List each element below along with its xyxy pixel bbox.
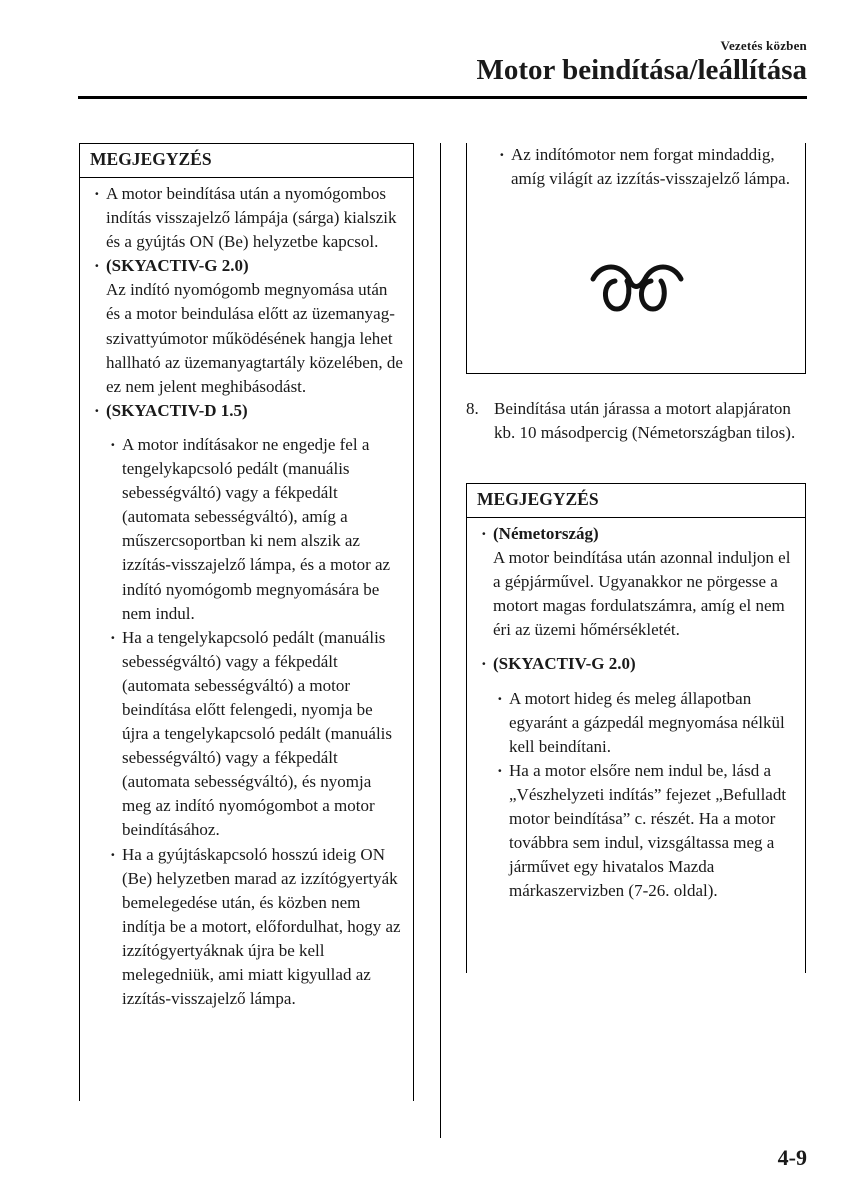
header-rule [78, 96, 807, 99]
left-note-bullet-2-text: Az indító nyomógomb megnyomása után és a motor beindulása előtt az üzemanyag-szivattyúmotor működésének hangja lehet hallható az üzemanyagtartály közelében, de ez nem jelent meghibásodást. [106, 280, 403, 396]
right-note-bullet-1-title: · (Németország) [493, 524, 599, 543]
left-note-body [80, 178, 413, 1011]
step-8-number: 8. [466, 399, 479, 418]
right-note-heading: MEGJEGYZÉS [467, 484, 805, 518]
left-note-sub-3: · Ha a gyújtáskapcsoló hosszú ideig ON (Be) helyzetben marad az izzítógyertyák bemelegedése után, és közben nem indítja be a motort, előfordulhat, hogy az izzítógyertyáknak újra be kell melegedniük, ami miatt kigyullad az izzítás-visszajelző lámpa. [110, 843, 403, 1012]
right-note-bullet-1-text: A motor beindítása után azonnal induljon el a gépjárművel. Ugyanakkor ne pörgesse a motort magas fordulatszámra, amíg el nem éri az üzemi hőmérsékletét. [493, 548, 791, 640]
left-note-bullet-2 [94, 254, 403, 399]
glow-plug-indicator-icon [587, 259, 687, 319]
page-title: Motor beindítása/leállítása [476, 54, 807, 86]
left-note-sub-1: · A motor indításakor ne engedje fel a tengelykapcsoló pedált (manuális sebességváltó) vagy a fékpedált (automata sebességváltó), amíg a műszercsoportban ki nem alszik az izzítás-visszajelző lámpa, és a motor az indító nyomógomb megnyomására be nem indul. [110, 433, 403, 626]
right-note-sub-2: · Ha a motor elsőre nem indul be, lásd a „Vészhelyzeti indítás” fejezet „Befulladt motor beindítása” c. részét. Ha a motor továbbra sem indul, vizsgáltassa meg a járművet egy hivatalos Mazda márkaszervizben (7-26. oldal). [497, 759, 795, 904]
right-top-bullet: · Az indítómotor nem forgat mindaddig, amíg világít az izzítás-visszajelző lámpa. [499, 143, 805, 191]
right-top-box [466, 143, 806, 374]
left-note-bullet-1: · A motor beindítása után a nyomógombos indítás visszajelző lámpája (sárga) kialszik és a gyújtás ON (Be) helyzetbe kapcsol. [94, 182, 403, 254]
right-note-sub-1: · A motort hideg és meleg állapotban egyaránt a gázpedál megnyomása nélkül kell beindítani. [497, 687, 795, 759]
page-number: 4-9 [777, 1145, 807, 1170]
left-note-bullet-3-title: · (SKYACTIV-D 1.5) [94, 399, 403, 423]
right-note-bullet-2-title: · (SKYACTIV-G 2.0) [481, 652, 795, 676]
right-note-bullet-1 [481, 522, 795, 642]
left-note-sub-2: · Ha a tengelykapcsoló pedált (manuális sebességváltó) vagy a fékpedált (automata sebességváltó) a motor beindítása előtt felengedi, nyomja be újra a tengelykapcsoló pedált (manuális sebességváltó) vagy a fékpedált (automata sebességváltó), és nyomja meg az indító nyomógombot a motor beindításához. [110, 626, 403, 843]
left-note-bullet-2-title: · (SKYACTIV-G 2.0) [106, 256, 249, 276]
section-label: Vezetés közben [720, 38, 807, 53]
step-8-text: Beindítása után járassa a motort alapjáraton kb. 10 másodpercig (Németországban tilos). [494, 399, 796, 443]
column-divider [440, 143, 441, 1138]
left-note-box [79, 143, 414, 1101]
step-8 [466, 397, 806, 445]
right-note-box [466, 483, 806, 973]
right-note-body [467, 518, 805, 903]
left-note-heading: MEGJEGYZÉS [80, 144, 413, 178]
